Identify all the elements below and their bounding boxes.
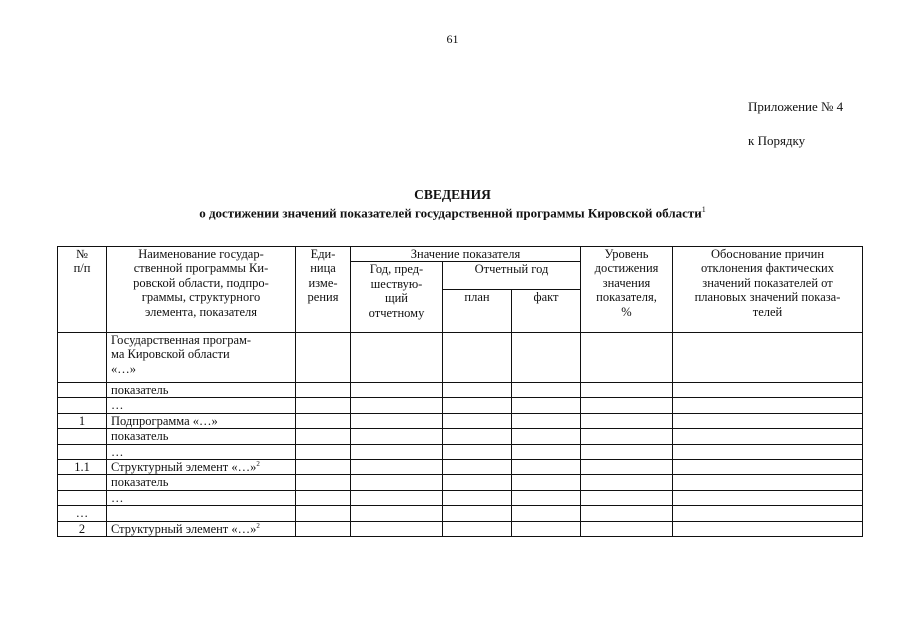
row-number: [58, 398, 107, 413]
appendix-label: Приложение № 4: [748, 99, 844, 114]
row-number: [58, 333, 107, 383]
header-indicator-value: Значение показателя: [410, 247, 521, 261]
row-footnote-mark: 2: [256, 521, 260, 530]
row-number: [58, 444, 107, 459]
table-row: [58, 383, 863, 398]
header-achievement-level: Уровень достижения значения показателя, %: [594, 247, 659, 319]
row-name: [107, 459, 296, 475]
header-number: № п/п: [73, 247, 91, 276]
row-number: [58, 429, 107, 444]
row-number: 2: [58, 521, 107, 537]
row-name: [107, 521, 296, 537]
header-plan: план: [464, 289, 490, 304]
table-row: [58, 333, 863, 383]
appendix-reference: к Порядку: [748, 133, 806, 148]
row-name: показатель: [107, 383, 296, 398]
header-fact: факт: [533, 289, 559, 304]
table-row: [58, 490, 863, 505]
document-title: СВЕДЕНИЯ: [414, 187, 491, 202]
table-row: [58, 429, 863, 444]
header-name: Наименование государ- ственной программы Ки- ровской области, подпро- граммы, структурного элемента, показателя: [133, 247, 269, 319]
row-footnote-mark: 2: [256, 459, 260, 468]
row-name: показатель: [107, 475, 296, 490]
header-deviation-reason: Обоснование причин отклонения фактических значений показателей от плановых значений показа- телей: [694, 247, 841, 319]
row-number: [58, 490, 107, 505]
page-number: 61: [446, 32, 459, 46]
header-unit: Еди- ница изме- рения: [307, 247, 339, 305]
row-number: 1: [58, 413, 107, 428]
header-previous-year: Год, пред- шествую- щий отчетному: [368, 262, 425, 320]
row-number: 1.1: [58, 459, 107, 475]
table-row: [58, 413, 863, 428]
row-name: Государственная програм- ма Кировской области «…»: [107, 333, 296, 383]
row-name: …: [107, 398, 296, 413]
row-name-text: Структурный элемент «…»: [111, 521, 257, 536]
table-row: [58, 475, 863, 490]
document-subtitle: [0, 205, 905, 221]
row-name: [107, 506, 296, 521]
subtitle-footnote-mark: 1: [701, 205, 706, 214]
table-row: [58, 506, 863, 521]
table-row: [58, 459, 863, 475]
header-report-year: Отчетный год: [474, 262, 549, 277]
table-row: [58, 444, 863, 459]
row-name: Подпрограмма «…»: [107, 413, 296, 428]
row-name-text: Структурный элемент «…»: [111, 460, 257, 475]
table-row: [58, 398, 863, 413]
row-number: [58, 475, 107, 490]
row-name: …: [107, 490, 296, 505]
table-row: [58, 521, 863, 537]
row-number: [58, 383, 107, 398]
row-name: …: [107, 444, 296, 459]
row-name: показатель: [107, 429, 296, 444]
subtitle-text: о достижении значений показателей государственной программы Кировской области: [199, 205, 702, 221]
row-number: …: [58, 506, 107, 521]
indicators-table: [57, 246, 863, 537]
